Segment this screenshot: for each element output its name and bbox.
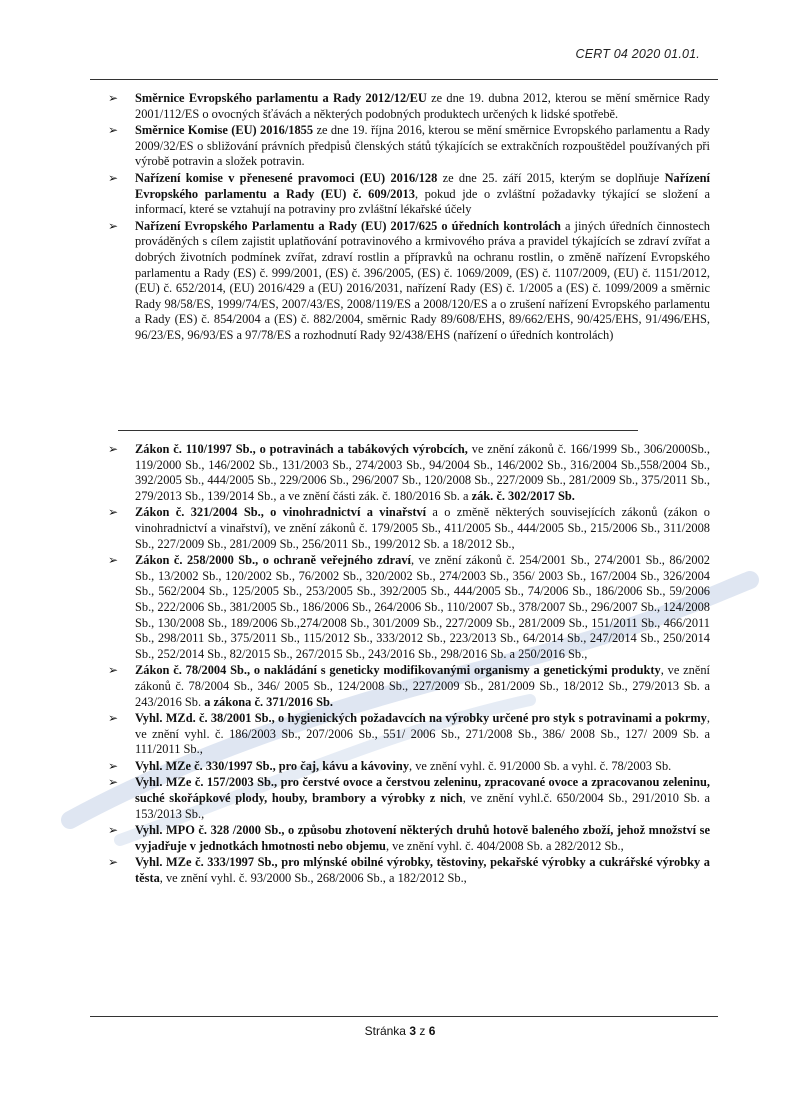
arrow-bullet-icon: ➢ xyxy=(108,758,119,773)
list-item: ➢ Zákon č. 110/1997 Sb., o potravinách a tabákových výrobcích, ve znění zákonů č. 166/1999 Sb., 306/2000Sb., 119/2000 Sb., 146/2002 Sb., 131/2003 Sb., 274/2003 Sb., 94/2004 Sb., 146/2002 Sb., 316/2004 Sb.,558/2004 Sb., 392/2005 Sb., 444/2005 Sb., 229/2006 Sb., 296/2007 Sb., 120/2008 Sb., 227/2009 Sb., 281/2009 Sb., 375/2011 Sb., 279/2013 Sb., 139/2014 Sb., a ve znění části zák. č. 180/2016 Sb. a zák. č. 302/2017 Sb. xyxy=(108,442,710,503)
list-item: ➢ Vyhl. MZe č. 330/1997 Sb., pro čaj, kávu a kávoviny, ve znění vyhl. č. 91/2000 Sb. a vyhl. č. 78/2003 Sb. xyxy=(108,758,672,773)
list-item: ➢ Zákon č. 258/2000 Sb., o ochraně veřejného zdraví, ve znění zákonů č. 254/2001 Sb., 274/2001 Sb., 86/2002 Sb., 13/2002 Sb., 120/2002 Sb., 76/2002 Sb., 320/2002 Sb., 274/2003 Sb., 356/ 2003 Sb., 167/2004 Sb., 326/2004 Sb., 562/2004 Sb., 125/2005 Sb., 253/2005 Sb., 392/2005 Sb., 444/2005 Sb., 74/2006 Sb., 186/2006 Sb., 59/2006 Sb., 222/2006 Sb., 381/2005 Sb., 186/2006 Sb., 264/2006 Sb., 110/2007 Sb., 378/2007 Sb., 296/2007 Sb., 124/2008 Sb., 130/2008 Sb., 189/2006 Sb.,274/2008 Sb., 301/2009 Sb., 227/2009 Sb., 281/2009 Sb., 151/2011 Sb., 466/2011 Sb., 298/2011 Sb., 375/2011 Sb., 115/2012 Sb., 333/2012 Sb., 223/2013 Sb., 64/2014 Sb., 247/2014 Sb., 250/2014 Sb., 252/2014 Sb., 82/2015 Sb., 267/2015 Sb., 243/2016 Sb., 298/2016 Sb. a 250/2016 Sb., xyxy=(108,553,710,661)
eu-legislation-list xyxy=(108,91,710,345)
list-item: ➢ Vyhl. MZd. č. 38/2001 Sb., o hygienických požadavcích na výrobky určené pro styk s potravinami a pokrmy, ve znění vyhl. č. 186/2003 Sb., 207/2006 Sb., 551/ 2006 Sb., 271/2008 Sb., 386/ 2008 Sb., 127/ 2009 Sb. a 111/2011 Sb., xyxy=(108,711,710,757)
arrow-bullet-icon: ➢ xyxy=(108,505,119,520)
document-id: CERT 04 2020 01.01. xyxy=(575,47,700,61)
arrow-bullet-icon: ➢ xyxy=(108,442,119,456)
arrow-bullet-icon: ➢ xyxy=(108,91,119,105)
arrow-bullet-icon: ➢ xyxy=(108,218,119,233)
list-item: ➢ Nařízení Evropského Parlamentu a Rady (EU) 2017/625 o úředních kontrolách a jiných úředních činnostech prováděných s cílem zajistit uplatňování potravinového a krmivového práva a pravidel týkajících se zdraví zvířat a dobrých životních podmínek zvířat, zdraví rostlin a přípravků na ochranu rostlin, o změně nařízení Evropského parlamentu a Rady (ES) č. 999/2001, (ES) č. 396/2005, (ES) č. 1069/2009, (ES) č. 1107/2009, (EU) č. 1151/2012, (EU) č. 652/2014, (EU) 2016/429 a (EU) 2016/2031, nařízení Rady (ES) č. 1/2005 a (ES) č. 1099/2009 a směrnic Rady 98/58/ES, 1999/74/ES, 2007/43/ES, 2008/119/ES a 2008/120/ES a o zrušení nařízení Evropského parlamentu a Rady (ES) č. 854/2004 a (ES) č. 882/2004, směrnic Rady 89/608/EHS, 89/662/EHS, 90/425/EHS, 91/496/EHS, 96/23/ES, 96/93/ES a 97/78/ES a rozhodnutí Rady 92/438/EHS (nařízení o úředních kontrolách) xyxy=(108,218,710,342)
section-divider xyxy=(118,430,638,431)
arrow-bullet-icon: ➢ xyxy=(108,663,119,678)
czech-legislation-list xyxy=(108,442,710,888)
list-item: ➢ Směrnice Evropského parlamentu a Rady 2012/12/EU ze dne 19. dubna 2012, kterou se mění směrnice Rady 2001/112/ES o ovocných šťávách a některých podobných produktech určených k lidské spotřebě. xyxy=(108,91,710,121)
arrow-bullet-icon: ➢ xyxy=(108,123,119,138)
list-item: ➢ Směrnice Komise (EU) 2016/1855 ze dne 19. října 2016, kterou se mění směrnice Evropského parlamentu a Rady 2009/32/ES o sbližování právních předpisů členských států týkajících se extrakčních rozpouštědel používaných při výrobě potravin a složek potravin. xyxy=(108,123,710,169)
arrow-bullet-icon: ➢ xyxy=(108,711,119,726)
arrow-bullet-icon: ➢ xyxy=(108,553,119,568)
header-rule xyxy=(90,79,718,80)
arrow-bullet-icon: ➢ xyxy=(108,775,119,790)
arrow-bullet-icon: ➢ xyxy=(108,170,119,185)
footer-rule xyxy=(90,1016,718,1017)
list-item: ➢ Vyhl. MZe č. 333/1997 Sb., pro mlýnské obilné výrobky, těstoviny, pekařské výrobky a cukrářské výrobky a těsta, ve znění vyhl. č. 93/2000 Sb., 268/2006 Sb., a 182/2012 Sb., xyxy=(108,855,710,886)
arrow-bullet-icon: ➢ xyxy=(108,855,119,870)
list-item: ➢ Vyhl. MZe č. 157/2003 Sb., pro čerstvé ovoce a čerstvou zeleninu, zpracované ovoce a zpracovanou zeleninu, suché skořápkové plody, houby, brambory a výrobky z nich, ve znění vyhl.č. 650/2004 Sb., 291/2010 Sb. a 153/2013 Sb., xyxy=(108,775,710,821)
list-item: ➢ Nařízení komise v přenesené pravomoci (EU) 2016/128 ze dne 25. září 2015, kterým se doplňuje Nařízení Evropského parlamentu a Rady (EU) č. 609/2013, pokud jde o zvláštní požadavky týkající se složení a informací, které se vztahují na potraviny pro zvláštní lékařské účely xyxy=(108,170,710,217)
page-number: Stránka 3 z 6 xyxy=(364,1024,436,1038)
list-item: ➢ Zákon č. 321/2004 Sb., o vinohradnictví a vinařství a o změně některých souvisejících zákonů (zákon o vinohradnictví a vinařství), ve znění zákonů č. 179/2005 Sb., 411/2005 Sb., 444/2005 Sb., 215/2006 Sb., 311/2008 Sb., 227/2009 Sb., 281/2009 Sb., 256/2011 Sb., 199/2012 Sb. a 18/2012 Sb., xyxy=(108,505,710,551)
list-item: ➢ Vyhl. MPO č. 328 /2000 Sb., o způsobu zhotovení některých druhů hotově baleného zboží, jehož množství se vyjadřuje v jednotkách hmotnosti nebo objemu, ve znění vyhl. č. 404/2008 Sb. a 282/2012 Sb., xyxy=(108,823,710,853)
list-item: ➢ Zákon č. 78/2004 Sb., o nakládání s geneticky modifikovanými organismy a genetickými produkty, ve znění zákonů č. 78/2004 Sb., 346/ 2005 Sb., 124/2008 Sb., 227/2009 Sb., 281/2009 Sb., 18/2012 Sb., 279/2013 Sb. a 243/2016 Sb. a zákona č. 371/2016 Sb. xyxy=(108,663,711,709)
arrow-bullet-icon: ➢ xyxy=(108,823,119,838)
